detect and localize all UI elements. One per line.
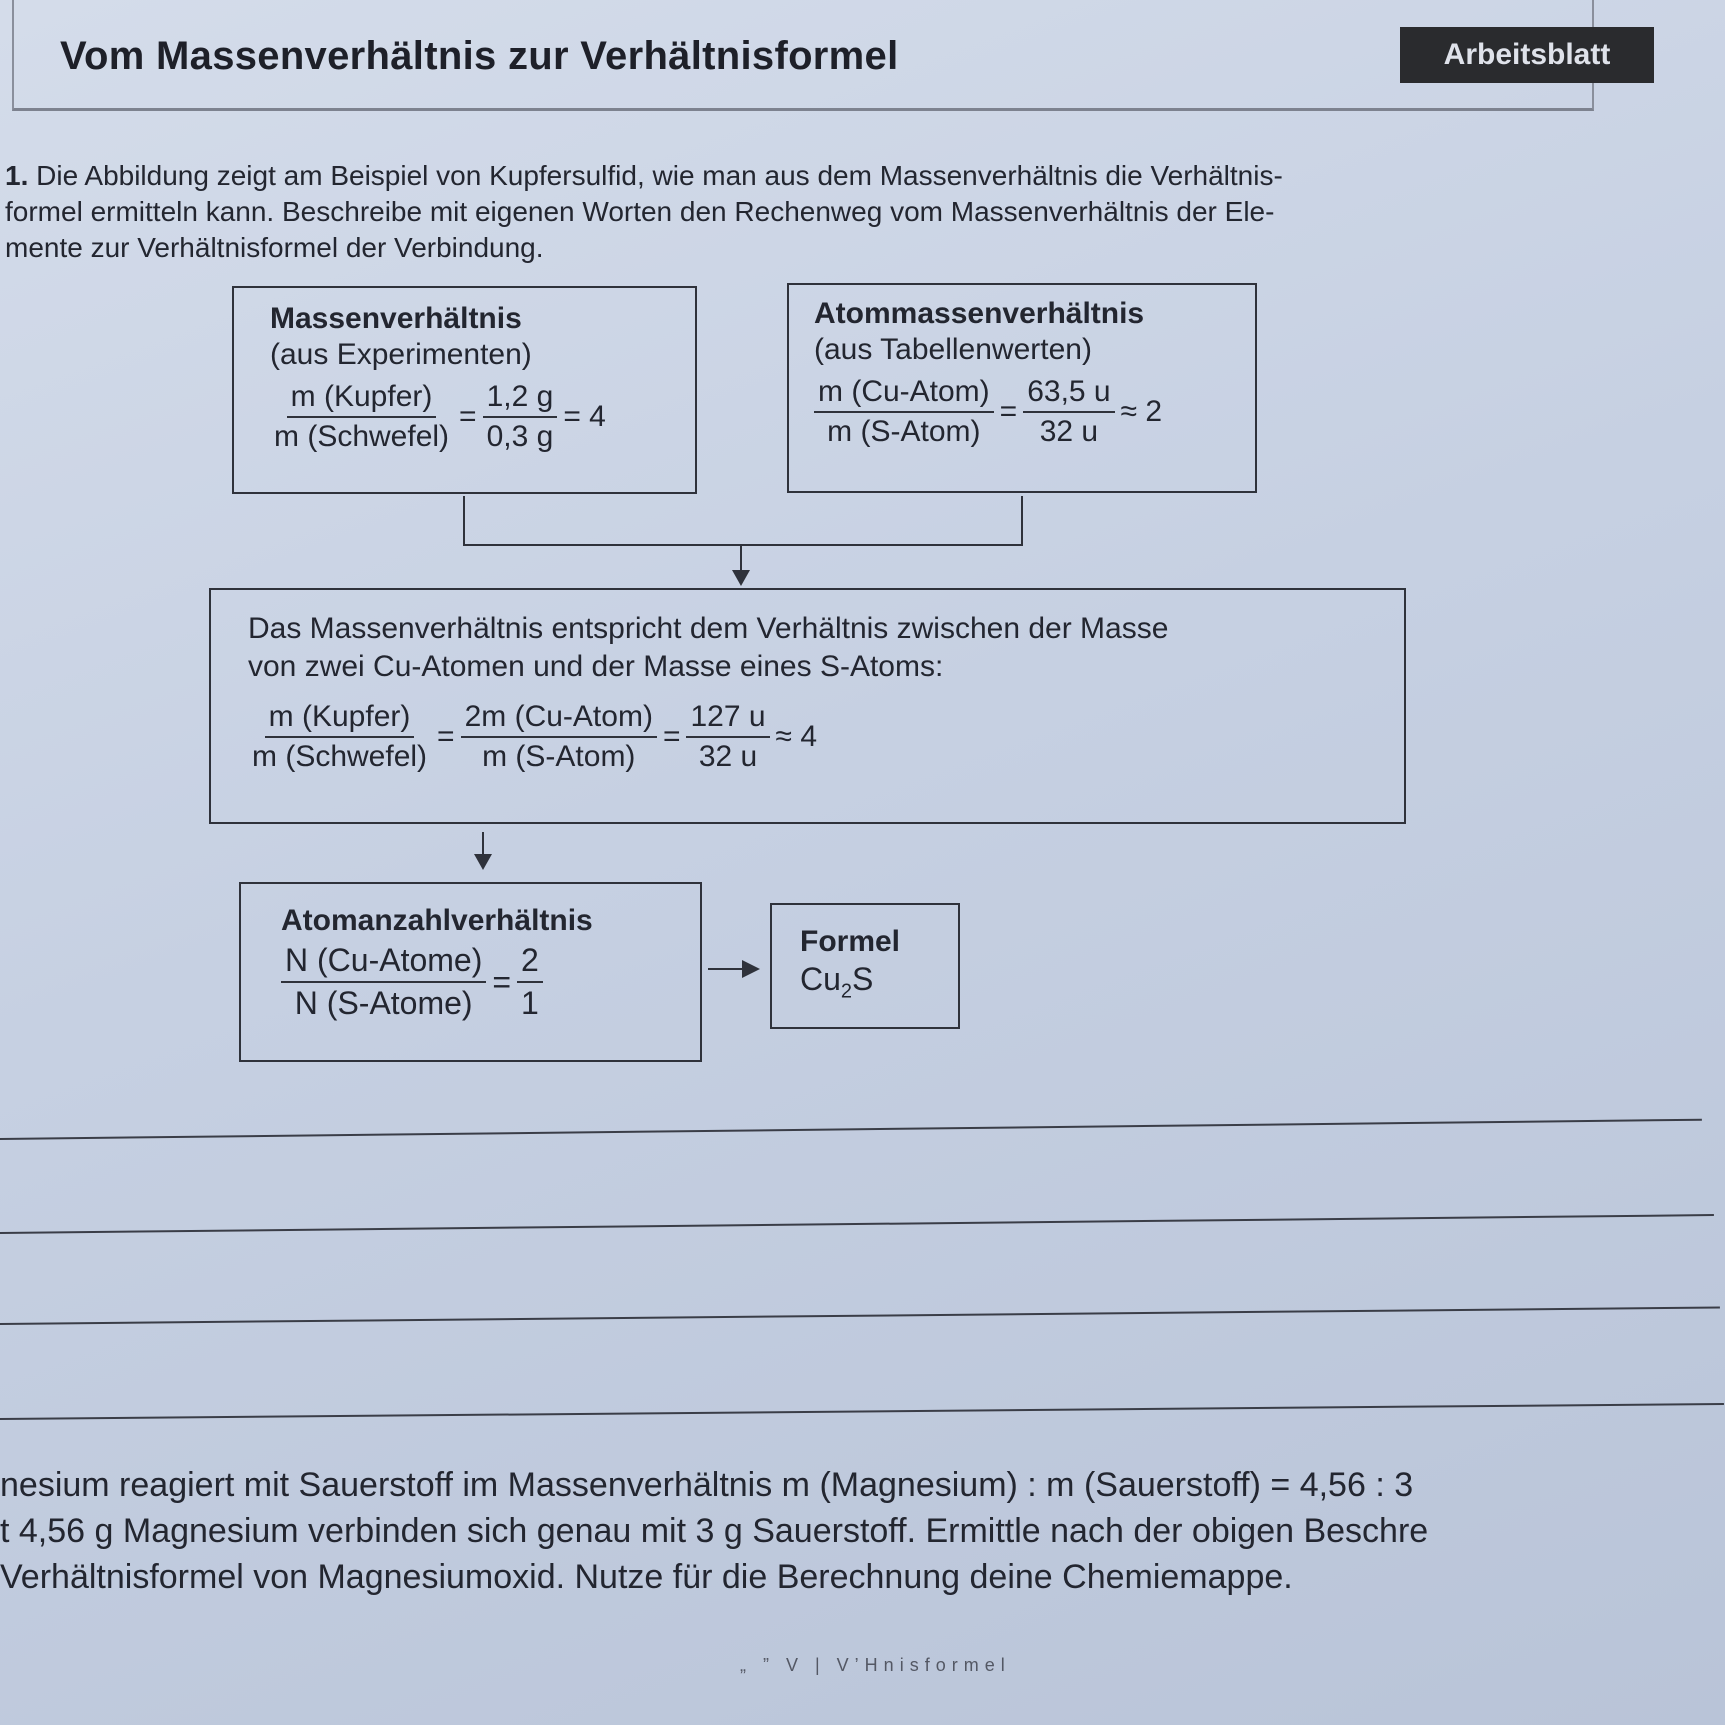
writing-line (0, 1306, 1720, 1325)
cut-off-text: „ ” V | V’Hnisformel (740, 1655, 1011, 1675)
task-2-instructions (0, 1462, 1428, 1600)
fraction (686, 700, 769, 774)
connector-line (463, 544, 1023, 546)
fraction (814, 375, 994, 449)
numerator: 2m (Cu-Atom) (461, 700, 657, 738)
result: ≈ 4 (775, 720, 818, 753)
denominator: m (Schwefel) (252, 740, 428, 773)
fraction (281, 942, 486, 1022)
atom-mass-ratio-box (787, 283, 1257, 493)
denominator: m (S-Atom) (827, 415, 981, 448)
task-2-line: nesium reagiert mit Sauerstoff im Massenverhältnis m (Magnesium) : m (Sauerstoff) = 4,56 : 3 (0, 1466, 1414, 1504)
box-subtitle: (aus Experimenten) (270, 338, 532, 371)
numerator: m (Cu-Atom) (814, 375, 994, 413)
worksheet-badge: Arbeitsblatt (1400, 27, 1654, 83)
combined-ratio-box (209, 588, 1406, 824)
task-2-line: t 4,56 g Magnesium verbinden sich genau mit 3 g Sauerstoff. Ermittle nach der obigen Beschre (0, 1512, 1429, 1550)
equals-sign: = (459, 400, 477, 433)
denominator: 0,3 g (486, 420, 554, 453)
fraction (270, 380, 453, 454)
box-title: Massenverhältnis (270, 302, 522, 335)
formula-subscript: 2 (840, 980, 853, 1003)
combined-text-line: Das Massenverhältnis entspricht dem Verhältnis zwischen der Masse (248, 612, 1169, 645)
numerator: 1,2 g (483, 380, 558, 418)
writing-line (0, 1119, 1702, 1140)
numerator: m (Kupfer) (265, 700, 415, 738)
denominator: m (S-Atom) (482, 740, 636, 773)
combined-text-line: von zwei Cu-Atomen und der Masse eines S-Atoms: (248, 650, 944, 683)
numerator: 2 (517, 942, 543, 983)
chemical-formula (800, 961, 958, 1003)
formula-base: Cu (800, 961, 841, 997)
equals-sign: = (999, 395, 1018, 428)
formula-box (770, 903, 960, 1029)
equals-sign: = (662, 720, 681, 753)
box-title: Atommassenverhältnis (814, 297, 1145, 330)
task-1-line: mente zur Verhältnisformel der Verbindung. (5, 232, 544, 263)
task-1-line (5, 158, 1605, 194)
connector-line (1021, 496, 1023, 546)
fraction (517, 942, 543, 1022)
combined-equation (248, 700, 1404, 774)
denominator: m (Schwefel) (274, 420, 450, 453)
writing-line (0, 1403, 1724, 1420)
denominator: 1 (521, 985, 539, 1021)
task-1-text: Die Abbildung zeigt am Beispiel von Kupfersulfid, wie man aus dem Massenverhältnis die Verhältnis- (36, 160, 1283, 191)
atom-count-ratio-box (239, 882, 702, 1062)
numerator: 63,5 u (1023, 375, 1114, 413)
connector-line (482, 832, 484, 854)
denominator: 32 u (1039, 415, 1099, 448)
equals-sign: = (437, 720, 455, 753)
numerator: 127 u (686, 700, 769, 738)
fraction (483, 380, 558, 454)
connector-line (740, 544, 742, 570)
arrow-right-icon (742, 960, 760, 978)
box-title: Formel (800, 925, 901, 958)
fraction (1023, 375, 1114, 449)
task-2-line: Verhältnisformel von Magnesiumoxid. Nutze für die Berechnung deine Chemiemappe. (0, 1558, 1293, 1596)
arrow-down-icon (732, 570, 750, 586)
task-1-line: formel ermitteln kann. Beschreibe mit eigenen Worten den Rechenweg vom Massenverhältnis der Ele- (5, 196, 1275, 227)
denominator: N (S-Atome) (294, 985, 473, 1021)
atom-count-equation (281, 942, 700, 1022)
box-subtitle: (aus Tabellenwerten) (814, 333, 1092, 366)
fraction (461, 700, 657, 774)
mass-ratio-equation (270, 380, 695, 454)
arrow-down-icon (474, 854, 492, 870)
task-number: 1. (5, 160, 29, 191)
page-title: Vom Massenverhältnis zur Verhältnisformel (60, 34, 899, 78)
numerator: m (Kupfer) (287, 380, 437, 418)
result: = 4 (563, 400, 606, 433)
task-1-instructions (5, 158, 1605, 266)
connector-line (463, 496, 465, 546)
fraction (248, 700, 431, 774)
connector-line (708, 968, 744, 970)
denominator: 32 u (698, 740, 758, 773)
writing-line (0, 1214, 1714, 1234)
box-title: Atomanzahlverhältnis (281, 904, 593, 937)
formula-tail: S (852, 961, 874, 997)
atom-mass-ratio-equation (814, 375, 1255, 449)
result: ≈ 2 (1120, 395, 1163, 428)
equals-sign: = (492, 963, 512, 1000)
numerator: N (Cu-Atome) (281, 942, 486, 983)
mass-ratio-box (232, 286, 697, 494)
